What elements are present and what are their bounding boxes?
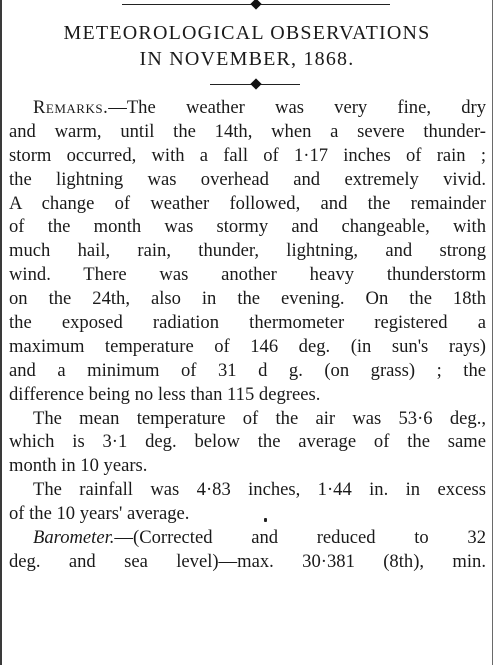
- top-ornament-icon: [250, 0, 261, 10]
- remarks-line: and warm, until the 14th, when a severe thunder-: [9, 120, 486, 142]
- ink-speck: [264, 518, 267, 522]
- barometer-line: deg. and sea level)—max. 30·381 (8th), min.: [9, 550, 486, 572]
- barometer-label: Barometer.: [33, 527, 115, 549]
- heading-line-2: IN NOVEMBER, 1868.: [139, 48, 355, 70]
- barometer-line: [9, 526, 486, 550]
- heading-line-1: METEOROLOGICAL OBSERVATIONS: [63, 22, 431, 44]
- article-body: [9, 96, 486, 574]
- remarks-line: much hail, rain, thunder, lightning, and strong: [9, 240, 486, 262]
- mean-temp-line: which is 3·1 deg. below the average of the same: [9, 431, 486, 453]
- remarks-line: of the month was stormy and changeable, with: [9, 216, 486, 238]
- remarks-line: maximum temperature of 146 deg. (in sun's rays): [9, 335, 486, 357]
- remarks-line: A change of weather followed, and the remainder: [9, 192, 486, 214]
- remarks-line-text: —The weather was very fine, dry: [108, 97, 486, 118]
- remarks-line: the lightning was overhead and extremely vivid.: [9, 168, 486, 190]
- mean-temp-line: month in 10 years.: [9, 455, 148, 477]
- remarks-line: storm occurred, with a fall of 1·17 inches of rain ;: [9, 144, 486, 166]
- remarks-line: difference being no less than 115 degrees.: [9, 383, 321, 405]
- remarks-label: Remarks.: [33, 97, 109, 118]
- remarks-line: the exposed radiation thermometer registered a: [9, 312, 486, 334]
- barometer-line-text: —(Corrected and reduced to 32: [114, 527, 486, 549]
- heading-ornament-icon: [250, 78, 261, 89]
- mean-temp-line: The mean temperature of the air was 53·6 deg.,: [33, 407, 486, 429]
- remarks-line: [9, 96, 486, 120]
- rainfall-line: of the 10 years' average.: [9, 503, 190, 525]
- remarks-line: on the 24th, also in the evening. On the 18th: [9, 288, 486, 310]
- rainfall-line: The rainfall was 4·83 inches, 1·44 in. in excess: [33, 479, 486, 501]
- remarks-line: and a minimum of 31 d g. (on grass) ; the: [9, 359, 486, 381]
- remarks-line: wind. There was another heavy thunderstorm: [9, 264, 486, 286]
